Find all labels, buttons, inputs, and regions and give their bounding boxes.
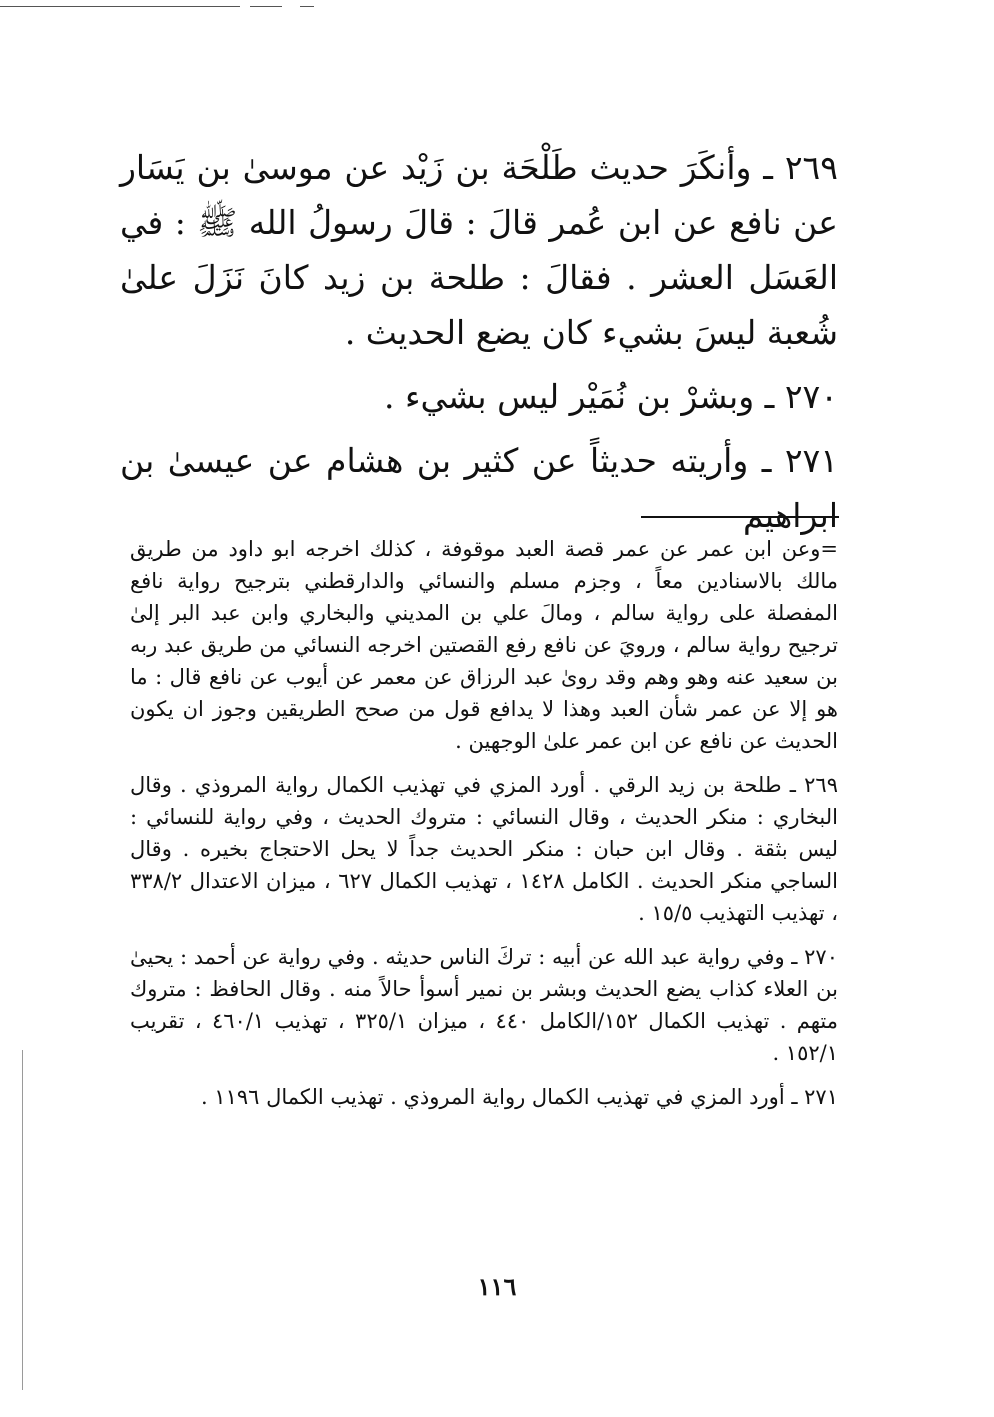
- binding-mark: [22, 1050, 23, 1390]
- top-rule-1: [0, 6, 240, 7]
- footnote-269: ٢٦٩ ـ طلحة بن زيد الرقي . أورد المزي في تهذيب الكمال رواية المروذي . وقال البخاري : منكر الحديث ، وقال النسائي : متروك الحديث ، وفي رواية للنسائي : ليس بثقة . وقال ابن حبان : منكر الحديث جداً لا يحل الاحتجاج بخيره . وقال الساجي منكر الحديث . الكامل ١٤٢٨ ، تهذيب الكمال ٦٢٧ ، ميزان الاعتدال ٣٣٨/٢ ، تهذيب التهذيب ١٥/٥ .: [130, 773, 838, 925]
- main-text: [120, 140, 838, 543]
- footnote-270: ٢٧٠ ـ وفي رواية عبد الله عن أبيه : تركَ الناس حديثه . وفي رواية عن أحمد : يحيىٰ بن العلاء كذاب يضع الحديث وبشر بن نمير أسوأ حالاً منه . وقال الحافظ : متروك متهم . تهذيب الكمال ١٥٢/الكامل ٤٤٠ ، ميزان ٣٢٥/١ ، تهذيب ٤٦٠/١ ، تقريب ١٥٢/١ .: [130, 945, 838, 1065]
- entry-271: ٢٧١ ـ وأريته حديثاً عن كثير بن هشام عن عيسىٰ بن ابراهيم: [120, 441, 838, 535]
- top-rule-2: [250, 6, 282, 7]
- footnote-continuation: =وعن ابن عمر عن عمر قصة العبد موقوفة ، كذلك اخرجه ابو داود من طريق مالك بالاسنادين معاً ، وجزم مسلم والنسائي والدارقطني بترجيح رواية نافع المفصلة على رواية سالم ، ومالَ علي بن المديني والبخاري وابن عبد البر إلىٰ ترجيح رواية سالم ، ورويَ عن نافع رفع القصتين اخرجه النسائي من طريق عبد ربه بن سعيد عنه وهو وهم وقد روىٰ عبد الرزاق عن معمر عن أيوب عن نافع قال : ما هو إلا عن عمر شأن العبد وهذا لا يدافع قول من صحح الطريقين وجوز ان يكون الحديث عن نافع عن ابن عمر علىٰ الوجهين .: [130, 537, 838, 753]
- footnotes: [130, 533, 838, 1125]
- entry-269: ٢٦٩ ـ وأنكَرَ حديث طَلْحَة بن زَيْد عن موسىٰ بن يَسَار عن نافع عن ابن عُمر قالَ : قالَ رسولُ الله ﷺ : في العَسَل العشر . فقالَ : طلحة بن زيد كانَ نَزَلَ علىٰ شُعبة ليسَ بشيء كان يضع الحديث .: [120, 148, 838, 352]
- entry-270: ٢٧٠ ـ وبشرْ بن نُمَيْر ليس بشيء .: [383, 377, 838, 416]
- page-number: ١١٦: [477, 1272, 517, 1301]
- footnote-271: ٢٧١ ـ أورد المزي في تهذيب الكمال رواية المروذي . تهذيب الكمال ١١٩٦ .: [200, 1085, 838, 1109]
- footnote-separator: [641, 516, 839, 518]
- top-rule-3: [300, 6, 314, 7]
